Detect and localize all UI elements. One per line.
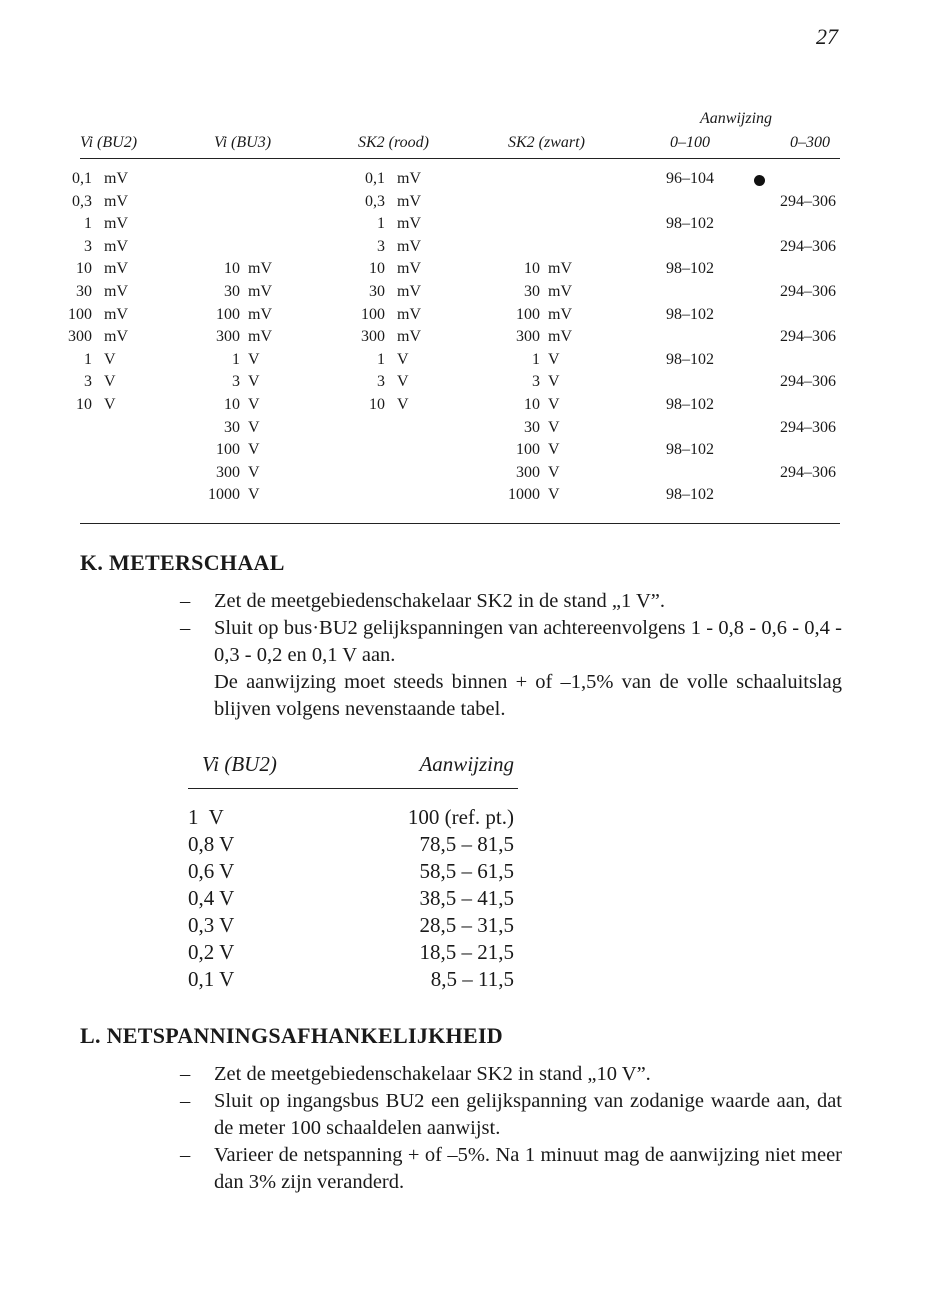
cell-bu3-value: 100 (216, 441, 240, 459)
cell-bu3-unit: mV (248, 283, 272, 300)
cell-rood-value: 100 (361, 305, 385, 323)
cell-zwart-unit: V (548, 486, 560, 504)
cell-bu2-unit: mV (104, 283, 128, 300)
cell-zwart-unit: mV (548, 283, 572, 300)
col-header-bu3: Vi (BU3) (214, 134, 272, 151)
cell-zwart-unit: V (548, 373, 560, 391)
cell-voltage: 0,3 V (188, 913, 235, 937)
cell-aanwijzing: 78,5 – 81,5 (419, 832, 514, 856)
cell-zwart-unit: V (548, 463, 560, 481)
cell-rood-value: 1 (377, 350, 385, 368)
table-row (0, 306, 950, 328)
table-row (0, 328, 950, 350)
table-row (188, 859, 518, 886)
table-row (0, 351, 950, 373)
cell-zwart-value: 100 (516, 441, 540, 459)
cell-bu3-unit: V (248, 350, 260, 368)
cell-aanwijzing-0-100: 98–102 (666, 441, 714, 459)
cell-rood-unit: mV (397, 328, 421, 346)
cell-bu3-value: 30 (224, 418, 240, 436)
cell-bu3-value: 1000 (208, 486, 240, 504)
cell-bu2-value: 0,3 (72, 192, 92, 210)
cell-zwart-unit: V (548, 441, 560, 459)
cell-bu3-unit: mV (248, 328, 272, 346)
cell-aanwijzing-0-300: 294–306 (780, 192, 836, 210)
cell-voltage: 0,2 V (188, 940, 235, 964)
cell-rood-unit: mV (397, 305, 421, 323)
cell-bu2-unit: mV (104, 305, 128, 323)
cell-bu3-unit: mV (248, 305, 272, 323)
cell-bu3-value: 100 (216, 305, 240, 323)
table-row (188, 805, 518, 832)
cell-aanwijzing: 8,5 – 11,5 (430, 967, 514, 991)
cell-aanwijzing: 100 (ref. pt.) (407, 805, 514, 829)
instruction-text: Zet de meetgebiedenschakelaar SK2 in stand „10 V”. (214, 1063, 651, 1085)
dash-bullet: – (180, 590, 191, 612)
table-row (0, 396, 950, 418)
cell-voltage: 0,8 V (188, 832, 235, 856)
cell-bu2-value: 30 (76, 283, 92, 300)
cell-voltage: 0,4 V (188, 886, 235, 910)
cell-bu2-value: 3 (84, 237, 92, 255)
cell-bu3-unit: mV (248, 260, 272, 278)
dash-bullet: – (180, 617, 191, 639)
instruction-text: Varieer de netspanning + of –5%. Na 1 minuut mag de aanwijzing niet meer dan 3% zijn veranderd. (214, 1144, 842, 1193)
table2-rule (188, 788, 518, 789)
col-header-0-300: 0–300 (790, 134, 830, 151)
section-k-instructions (180, 588, 842, 723)
cell-zwart-value: 300 (516, 328, 540, 346)
cell-bu2-unit: V (104, 373, 116, 391)
table-row (0, 486, 950, 508)
cell-bu3-value: 3 (232, 373, 240, 391)
cell-zwart-value: 30 (524, 418, 540, 436)
table-row (188, 886, 518, 913)
cell-aanwijzing: 58,5 – 61,5 (419, 859, 514, 883)
cell-rood-value: 0,1 (365, 170, 385, 187)
section-k-title: K. METERSCHAAL (80, 550, 285, 575)
cell-bu3-value: 300 (216, 328, 240, 346)
cell-zwart-value: 1 (532, 350, 540, 368)
cell-rood-unit: mV (397, 260, 421, 278)
page-number: 27 (816, 24, 838, 49)
table-row (188, 913, 518, 940)
cell-bu2-unit: mV (104, 215, 128, 233)
table-row (0, 441, 950, 463)
cell-rood-unit: V (397, 396, 409, 413)
cell-bu3-value: 10 (224, 396, 240, 413)
bullet-dot-icon (754, 175, 765, 186)
col-header-zwart: SK2 (zwart) (508, 134, 585, 151)
instruction-note: De aanwijzing moet steeds binnen + of –1,5% van de volle schaaluitslag blijven volgens nevenstaande tabel. (214, 671, 842, 720)
cell-aanwijzing-0-100: 98–102 (666, 396, 714, 413)
cell-bu3-unit: V (248, 418, 260, 436)
cell-bu2-value: 1 (84, 215, 92, 233)
table1-top-rule (80, 158, 840, 159)
cell-aanwijzing-0-100: 98–102 (666, 350, 714, 368)
table-row (0, 170, 950, 192)
cell-bu3-unit: V (248, 463, 260, 481)
cell-bu2-unit: mV (104, 170, 128, 187)
dash-bullet: – (180, 1063, 191, 1085)
table-row (188, 940, 518, 967)
cell-bu2-unit: mV (104, 192, 128, 210)
cell-rood-unit: mV (397, 215, 421, 233)
col-header-0-100: 0–100 (670, 134, 710, 151)
table-row (0, 238, 950, 260)
cell-rood-value: 10 (369, 396, 385, 413)
cell-bu3-value: 10 (224, 260, 240, 278)
col-header-rood: SK2 (rood) (358, 134, 429, 151)
cell-zwart-value: 30 (524, 283, 540, 300)
cell-zwart-value: 100 (516, 305, 540, 323)
table1-header (0, 110, 950, 160)
cell-zwart-value: 10 (524, 260, 540, 278)
cell-rood-unit: mV (397, 170, 421, 187)
instruction-text: Zet de meetgebiedenschakelaar SK2 in de stand „1 V”. (214, 590, 666, 612)
cell-bu2-value: 3 (84, 373, 92, 391)
cell-bu2-unit: mV (104, 328, 128, 346)
cell-rood-value: 3 (377, 373, 385, 391)
cell-bu3-value: 30 (224, 283, 240, 300)
cell-bu3-unit: V (248, 373, 260, 391)
cell-aanwijzing-0-300: 294–306 (780, 328, 836, 346)
cell-bu2-unit: mV (104, 260, 128, 278)
cell-voltage: 1 V (188, 805, 224, 829)
cell-bu3-value: 1 (232, 350, 240, 368)
cell-aanwijzing-0-100: 96–104 (666, 170, 714, 187)
table-row (0, 193, 950, 215)
table1-bottom-rule (80, 523, 840, 524)
table-row (0, 464, 950, 486)
table2-header-aanwijzing: Aanwijzing (419, 752, 514, 776)
cell-aanwijzing-0-100: 98–102 (666, 215, 714, 233)
instruction-text: Sluit op bus·BU2 gelijkspanningen van achtereenvolgens 1 - 0,8 - 0,6 - 0,4 - 0,3 - 0,2 en 0,1 V aan. (214, 617, 842, 666)
cell-bu3-unit: V (248, 396, 260, 413)
dash-bullet: – (180, 1144, 191, 1166)
group-header-aanwijzing: Aanwijzing (700, 110, 773, 127)
cell-bu2-value: 1 (84, 350, 92, 368)
cell-aanwijzing-0-100: 98–102 (666, 486, 714, 504)
table-row (188, 832, 518, 859)
cell-bu3-value: 300 (216, 463, 240, 481)
cell-voltage: 0,1 V (188, 967, 235, 991)
cell-bu3-unit: V (248, 486, 260, 504)
table-row (0, 260, 950, 282)
cell-zwart-value: 3 (532, 373, 540, 391)
table-row (0, 283, 950, 305)
cell-zwart-value: 10 (524, 396, 540, 413)
cell-rood-unit: mV (397, 237, 421, 255)
cell-aanwijzing-0-300: 294–306 (780, 373, 836, 391)
cell-zwart-value: 1000 (508, 486, 540, 504)
cell-rood-value: 0,3 (365, 192, 385, 210)
cell-bu2-value: 10 (76, 260, 92, 278)
cell-aanwijzing-0-300: 294–306 (780, 418, 836, 436)
list-item (180, 588, 842, 615)
cell-bu2-value: 100 (68, 305, 92, 323)
cell-aanwijzing-0-300: 294–306 (780, 463, 836, 481)
cell-zwart-unit: V (548, 396, 560, 413)
list-item (180, 615, 842, 669)
cell-aanwijzing: 28,5 – 31,5 (419, 913, 514, 937)
cell-bu2-unit: V (104, 350, 116, 368)
cell-aanwijzing-0-300: 294–306 (780, 237, 836, 255)
cell-zwart-unit: V (548, 418, 560, 436)
cell-bu2-unit: V (104, 396, 116, 413)
table-row (0, 215, 950, 237)
col-header-bu2: Vi (BU2) (80, 134, 138, 151)
cell-rood-value: 300 (361, 328, 385, 346)
cell-zwart-unit: mV (548, 305, 572, 323)
cell-bu2-value: 10 (76, 396, 92, 413)
cell-rood-value: 1 (377, 215, 385, 233)
cell-zwart-unit: mV (548, 260, 572, 278)
cell-zwart-unit: mV (548, 328, 572, 346)
dash-bullet: – (180, 1090, 191, 1112)
cell-bu2-value: 0,1 (72, 170, 92, 187)
cell-bu3-unit: V (248, 441, 260, 459)
cell-zwart-value: 300 (516, 463, 540, 481)
cell-rood-value: 10 (369, 260, 385, 278)
cell-rood-unit: mV (397, 192, 421, 210)
cell-rood-value: 30 (369, 283, 385, 300)
cell-aanwijzing-0-100: 98–102 (666, 305, 714, 323)
cell-bu2-unit: mV (104, 237, 128, 255)
section-l-title: L. NETSPANNINGSAFHANKELIJKHEID (80, 1023, 503, 1048)
table2-header-vi: Vi (BU2) (202, 752, 277, 776)
cell-rood-value: 3 (377, 237, 385, 255)
cell-rood-unit: V (397, 373, 409, 391)
cell-aanwijzing-0-300: 294–306 (780, 283, 836, 300)
list-item (180, 1088, 842, 1142)
cell-zwart-unit: V (548, 350, 560, 368)
cell-rood-unit: V (397, 350, 409, 368)
list-item (180, 1142, 842, 1196)
table-row (0, 373, 950, 395)
table-row (188, 967, 518, 994)
cell-aanwijzing: 38,5 – 41,5 (419, 886, 514, 910)
cell-bu2-value: 300 (68, 328, 92, 346)
cell-voltage: 0,6 V (188, 859, 235, 883)
table-row (0, 419, 950, 441)
cell-aanwijzing-0-100: 98–102 (666, 260, 714, 278)
cell-rood-unit: mV (397, 283, 421, 300)
section-l-instructions (180, 1061, 842, 1196)
instruction-text: Sluit op ingangsbus BU2 een gelijkspanning van zodanige waarde aan, dat de meter 100 schaaldelen aanwijst. (214, 1090, 842, 1139)
list-item (180, 1061, 842, 1088)
cell-aanwijzing: 18,5 – 21,5 (419, 940, 514, 964)
